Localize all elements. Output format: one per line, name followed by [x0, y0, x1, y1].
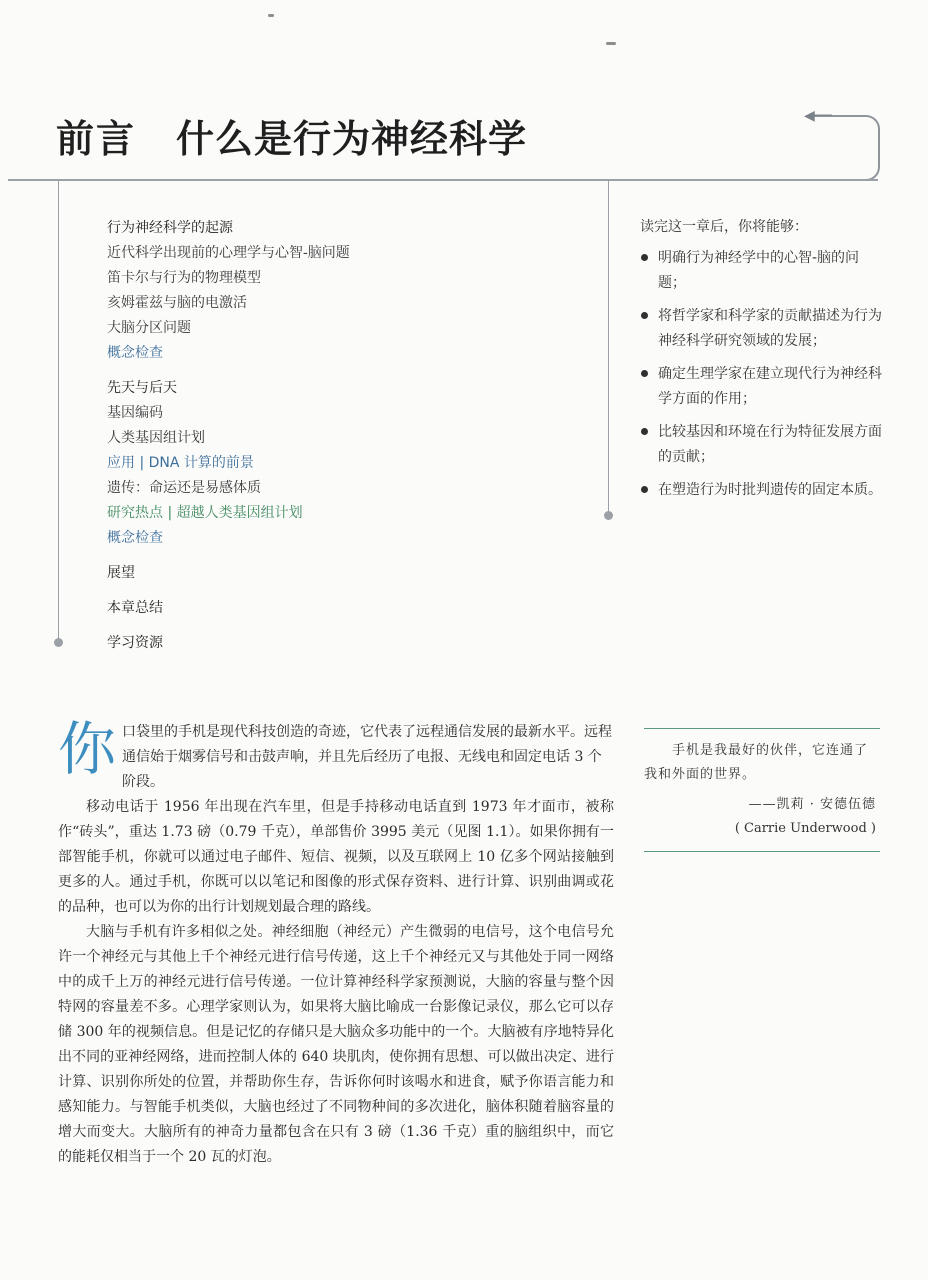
- paragraph: 移动电话于 1956 年出现在汽车里，但是手持移动电话直到 1973 年才面市，被称作“砖头”，重达 1.73 磅（0.79 千克），单部售价 3995 美元（见图 1.1）。如果你拥有一部智能手机，你就可以通过电子邮件、短信、视频，以及互联网上 10 亿多个网站接触到更多的人。通过手机，你既可以以笔记和图像的形式保存资料、进行计算、识别曲调或花的品种，也可以为你的出行计划规划最合理的路线。: [58, 799, 614, 915]
- bullet-icon: [641, 312, 648, 319]
- toc-concept-check: 概念检查: [107, 345, 163, 361]
- toc-item: 遗传：命运还是易感体质: [107, 480, 261, 496]
- objective-item: 比较基因和环境在行为特征发展方面的贡献；: [640, 420, 885, 470]
- learning-objectives: [640, 216, 885, 511]
- objectives-intro: 读完这一章后，你将能够：: [640, 219, 808, 235]
- quote-text: 手机是我最好的伙伴，它连通了我和外面的世界。: [644, 743, 869, 782]
- title-bracket-decoration: [810, 115, 880, 181]
- rule-end-dot: [604, 511, 613, 520]
- toc-research-focus: 研究热点 | 超越人类基因组计划: [107, 505, 303, 521]
- objective-item: 在塑造行为时批判遗传的固定本质。: [640, 478, 885, 503]
- paragraph-text: 口袋里的手机是现代科技创造的奇迹，它代表了远程通信发展的最新水平。远程通信始于烟雾信号和击鼓声响，并且先后经历了电报、无线电和固定电话 3 个阶段。: [122, 724, 612, 790]
- epigraph-quote: [644, 728, 880, 852]
- bullet-icon: [641, 370, 648, 377]
- toc-heading: 先天与后天: [107, 380, 177, 396]
- toc-heading-summary: 本章总结: [107, 600, 163, 616]
- quote-bottom-rule: [644, 851, 880, 852]
- title-divider: [8, 179, 878, 181]
- paragraph: 大脑与手机有许多相似之处。神经细胞（神经元）产生微弱的电信号，这个电信号允许一个神经元与其他上千个神经元进行信号传递，这上千个神经元又与其他处于同一网络中的成千上万的神经元进行信号传递。一位计算神经科学家预测说，大脑的容量与整个因特网的容量差不多。心理学家则认为，如果将大脑比喻成一台影像记录仪，那么它可以存储 300 年的视频信息。但是记忆的存储只是大脑众多功能中的一个。大脑被有序地特异化出不同的亚神经网络，进而控制人体的 640 块肌肉，使你拥有思想、可以做出决定、进行计算、识别你所处的位置，并帮助你生存，告诉你何时该喝水和进食，赋予你语言能力和感知能力。与智能手机类似，大脑也经过了不同物种间的多次进化，脑体积随着脑容量的增大而变大。大脑所有的神奇力量都包含在只有 3 磅（1.36 千克）重的脑组织中，而它的能耗仅相当于一个 20 瓦的灯泡。: [58, 924, 614, 1165]
- toc-item: 基因编码: [107, 405, 163, 421]
- toc-item: 近代科学出现前的心理学与心智-脑问题: [107, 245, 350, 261]
- arrow-left-icon: ◀──: [804, 108, 832, 124]
- quote-author: ——凯莉 · 安德伍德: [748, 797, 876, 812]
- middle-vertical-rule: [608, 181, 609, 515]
- toc-item: 人类基因组计划: [107, 430, 205, 446]
- objective-item: 确定生理学家在建立现代行为神经科学方面的作用；: [640, 362, 885, 412]
- quote-top-rule: [644, 728, 880, 729]
- scan-speck: [268, 14, 274, 17]
- toc-item: 亥姆霍兹与脑的电激活: [107, 295, 247, 311]
- bullet-icon: [641, 486, 648, 493]
- quote-author-english: ( Carrie Underwood ): [734, 821, 876, 836]
- body-text: [58, 715, 614, 1170]
- chapter-title: 什么是行为神经科学: [176, 117, 528, 161]
- rule-end-dot: [54, 638, 63, 647]
- toc-heading-outlook: 展望: [107, 565, 135, 581]
- left-vertical-rule: [58, 181, 59, 643]
- opening-paragraph: [58, 715, 614, 795]
- chapter-outline: [107, 216, 587, 656]
- toc-heading: 行为神经科学的起源: [107, 220, 233, 236]
- toc-application: 应用 | DNA 计算的前景: [107, 455, 254, 471]
- scan-speck: [606, 42, 616, 45]
- toc-item: 大脑分区问题: [107, 320, 191, 336]
- chapter-label: 前言: [56, 117, 137, 161]
- bullet-icon: [641, 428, 648, 435]
- drop-cap: 你: [58, 715, 117, 783]
- bullet-icon: [641, 254, 648, 261]
- objective-item: 明确行为神经学中的心智-脑的问题；: [640, 246, 885, 296]
- toc-heading-resources: 学习资源: [107, 635, 163, 651]
- objective-item: 将哲学家和科学家的贡献描述为行为神经科学研究领域的发展；: [640, 304, 885, 354]
- toc-concept-check: 概念检查: [107, 530, 163, 546]
- toc-item: 笛卡尔与行为的物理模型: [107, 270, 261, 286]
